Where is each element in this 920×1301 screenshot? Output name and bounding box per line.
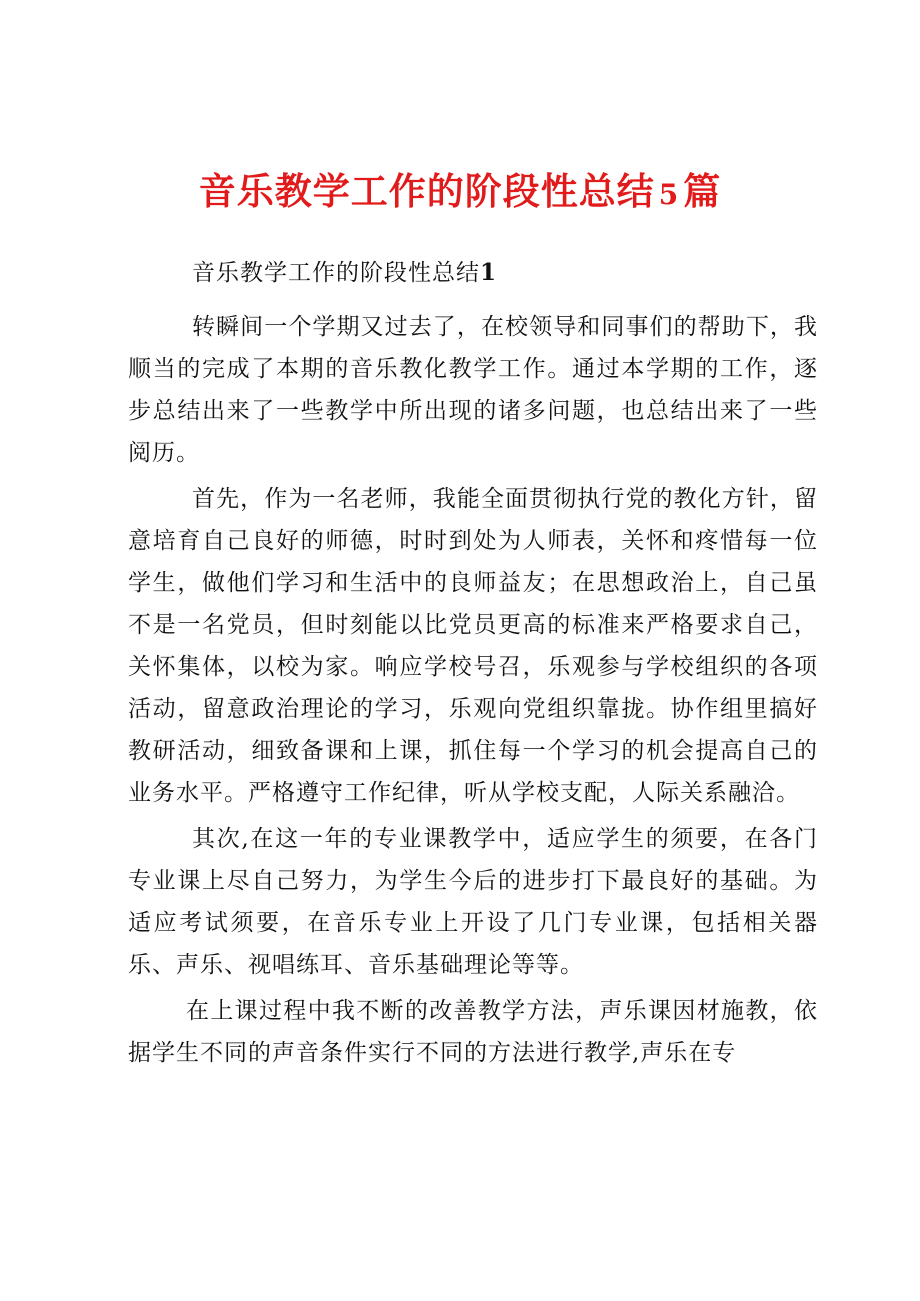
section-heading [128, 252, 818, 294]
paragraph-1: 转瞬间一个学期又过去了，在校领导和同事们的帮助下，我顺当的完成了本期的音乐教化教学工作。通过本学期的工作，逐步总结出来了一些教学中所出现的诸多问题，也总结出来了一些阅历。 [128, 314, 818, 466]
paragraph-3: 其次,在这一年的专业课教学中，适应学生的须要，在各门专业课上尽自己努力，为学生今后的进步打下最良好的基础。为适应考试须要，在音乐专业上开设了几门专业课，包括相关器乐、声乐、视唱练耳、音乐基础理论等等。 [128, 826, 818, 978]
section-heading-text: 音乐教学工作的阶段性总结 [192, 260, 480, 286]
title-suffix: 篇 [683, 168, 722, 213]
paragraph-4: 在上课过程中我不断的改善教学方法，声乐课因材施教，依据学生不同的声音条件实行不同的方法进行教学,声乐在专 [128, 998, 818, 1066]
title-number: 5 [658, 177, 680, 211]
document-title [0, 165, 920, 221]
paragraph-2: 首先，作为一名老师，我能全面贯彻执行党的教化方针，留意培育自己良好的师德，时时到处为人师表，关怀和疼惜每一位学生，做他们学习和生活中的良师益友；在思想政治上，自己虽不是一名党员，但时刻能以比党员更高的标准来严格要求自己，关怀集体，以校为家。响应学校号召，乐观参与学校组织的各项活动，留意政治理论的学习，乐观向党组织靠拢。协作组里搞好教研活动，细致备课和上课，抓住每一个学习的机会提高自己的业务水平。严格遵守工作纪律，听从学校支配，人际关系融洽。 [128, 486, 818, 806]
section-heading-number: 1 [480, 259, 498, 286]
document-body [128, 252, 818, 1078]
title-text: 音乐教学工作的阶段性总结 [198, 168, 655, 213]
